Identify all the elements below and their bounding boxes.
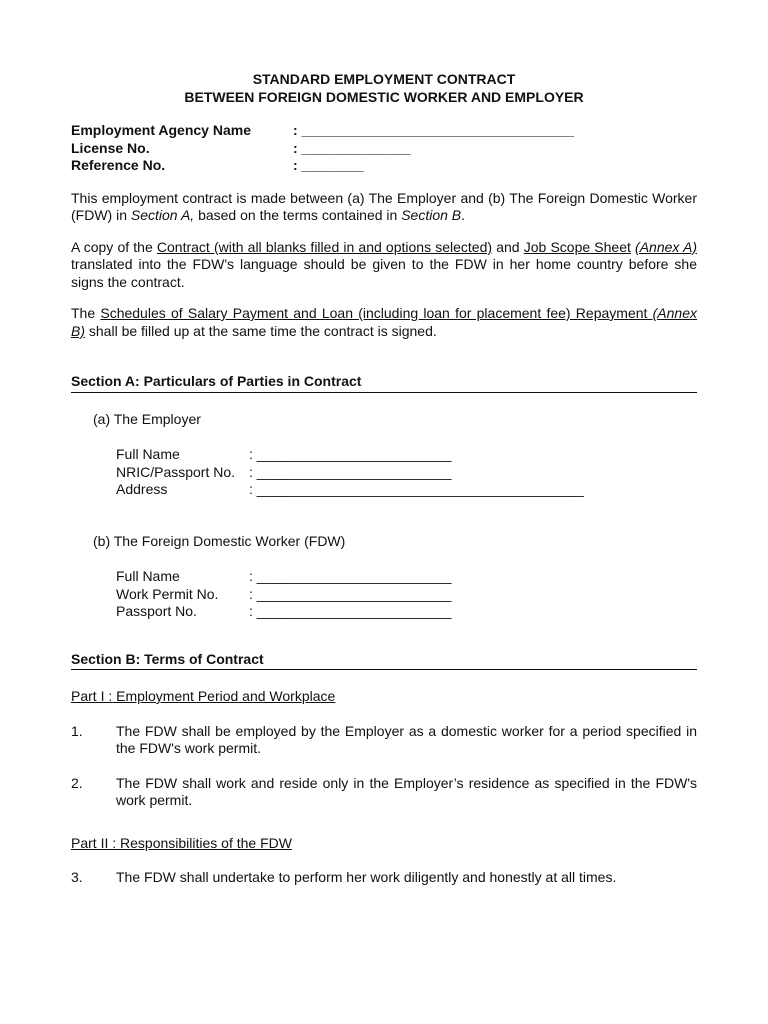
text-run: shall be filled up at the same time the contract is signed. [85, 322, 437, 339]
fdw-passport-field: : _________________________ [249, 603, 452, 619]
reference-no-field: : ________ [293, 157, 364, 173]
reference-no-row [71, 157, 697, 175]
reference-no-label: Reference No. [71, 157, 166, 173]
text-run: translated into the FDW's language should be given to the FDW in her home country before she signs the contract. [71, 256, 697, 290]
clause-3 [71, 869, 697, 887]
clause-2 [71, 775, 697, 810]
intro-paragraph-2 [71, 239, 697, 292]
section-b-ref: Section B [401, 207, 462, 223]
license-no-label: License No. [71, 139, 150, 156]
employer-nric-row [116, 464, 697, 482]
clause-text: The FDW shall undertake to perform her work diligently and honestly at all times. [116, 869, 617, 885]
fdw-heading: (b) The Foreign Domestic Worker (FDW) [93, 532, 346, 549]
job-scope-ref: Job Scope Sheet [523, 238, 631, 255]
intro-paragraph-3 [71, 305, 697, 340]
fdw-permit-label: Work Permit No. [116, 585, 219, 602]
employer-nric-field: : _________________________ [249, 463, 452, 480]
clause-text: The FDW shall work and reside only in the Employer’s residence as specified in the FDW's work permit. [116, 774, 697, 808]
clause-text: The FDW shall be employed by the Employer as a domestic worker for a period specified in the FDW's work permit. [116, 722, 697, 756]
clause-1 [71, 723, 697, 758]
text-run: The [71, 305, 101, 321]
clause-number: 3. [71, 869, 83, 885]
section-b-heading: Section B: Terms of Contract [71, 651, 697, 671]
annex-b-ref: (Annex B) [71, 305, 697, 339]
employer-address-row [116, 481, 697, 499]
fdw-name-row [116, 568, 697, 586]
employer-fields [71, 446, 697, 499]
text-run: This employment contract is made between (a) The Employer and (b) The Foreign Domestic Worker (FDW) in [71, 189, 697, 223]
employer-heading: (a) The Employer [93, 410, 201, 427]
fdw-permit-row [116, 586, 697, 604]
agency-name-field: : ___________________________________ [293, 122, 575, 138]
employer-nric-label: NRIC/Passport No. [116, 463, 236, 480]
annex-a-ref: (Annex A) [635, 238, 698, 255]
clause-number: 2. [71, 774, 83, 791]
fdw-passport-label: Passport No. [116, 603, 197, 619]
text-run: and [492, 238, 524, 255]
fdw-passport-row [116, 603, 697, 621]
employer-address-field: : __________________________________________ [249, 481, 584, 497]
fdw-name-label: Full Name [116, 568, 180, 584]
document-title [71, 70, 697, 106]
agency-details [71, 122, 697, 175]
section-a-heading: Section A: Particulars of Parties in Contract [71, 373, 697, 393]
contract-page [71, 70, 697, 887]
text-run: . [461, 207, 466, 223]
intro-paragraph-1 [71, 190, 697, 225]
section-a-ref: Section A, [130, 207, 195, 223]
license-no-field: : ______________ [293, 139, 411, 156]
part-2-heading: Part II : Responsibilities of the FDW [71, 834, 292, 851]
employer-name-field: : _________________________ [249, 446, 452, 462]
schedules-ref: Schedules of Salary Payment and Loan (including loan for placement fee) Repayment [100, 305, 653, 321]
part-1-heading: Part I : Employment Period and Workplace [71, 688, 336, 704]
employer-name-row [116, 446, 697, 464]
clause-number: 1. [71, 722, 83, 739]
fdw-fields [71, 568, 697, 621]
license-no-row [71, 140, 697, 158]
agency-name-label: Employment Agency Name [71, 122, 251, 138]
title-line-1: STANDARD EMPLOYMENT CONTRACT [252, 71, 516, 87]
employer-name-label: Full Name [116, 446, 180, 462]
employer-address-label: Address [116, 481, 168, 497]
contract-ref: Contract (with all blanks filled in and options selected) [156, 238, 493, 255]
text-run: A copy of the [71, 238, 157, 255]
agency-name-row [71, 122, 697, 140]
fdw-permit-field: : _________________________ [249, 585, 452, 602]
fdw-name-field: : _________________________ [249, 568, 452, 584]
text-run: based on the terms contained in [194, 207, 402, 223]
title-line-2: BETWEEN FOREIGN DOMESTIC WORKER AND EMPLOYER [184, 89, 584, 105]
